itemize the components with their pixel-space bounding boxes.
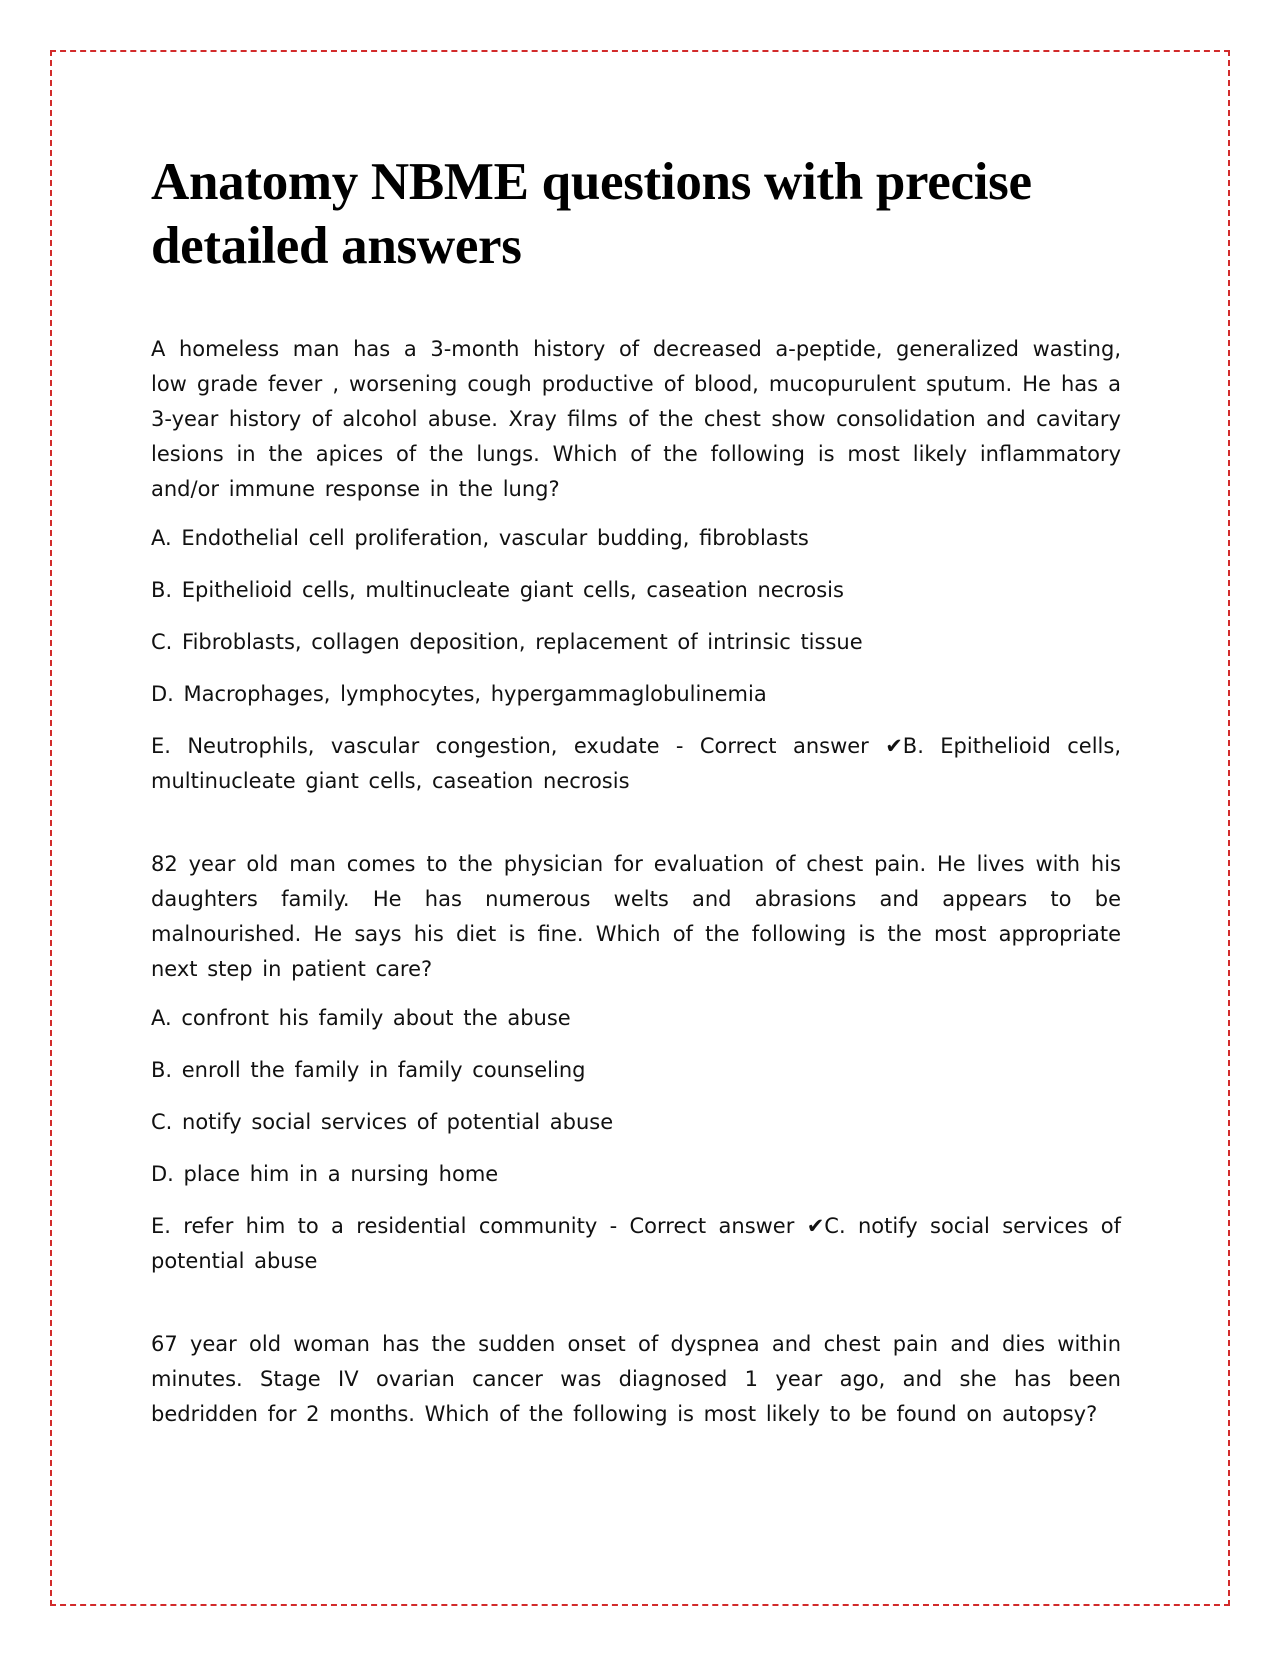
answer-option-a: A. confront his family about the abuse bbox=[151, 1006, 571, 1030]
document-content bbox=[151, 150, 1121, 1480]
question-stem: A homeless man has a 3-month history of decreased a-peptide, generalized wasting, low grade fever , worsening cough productive of blood, mucopurulent sputum. He has a 3-year history of alcohol abuse. Xray films of the chest show consolidation and cavitary lesions in the apices of the lungs. Which of the following is most likely inflammatory and/or immune response in the lung? bbox=[151, 337, 1121, 501]
answer-option-b: B. Epithelioid cells, multinucleate giant cells, caseation necrosis bbox=[151, 578, 844, 602]
question-stem: 82 year old man comes to the physician for evaluation of chest pain. He lives with his daughters family. He has numerous welts and abrasions and appears to be malnourished. He says his diet is fine. Which of the following is the most appropriate next step in patient care? bbox=[151, 852, 1121, 981]
question-stem: 67 year old woman has the sudden onset of dyspnea and chest pain and dies within minutes. Stage IV ovarian cancer was diagnosed 1 year ago, and she has been bedridden for 2 months. Which of the following is most likely to be found on autopsy? bbox=[151, 1332, 1121, 1426]
answer-option-d: D. Macrophages, lymphocytes, hypergammaglobulinemia bbox=[151, 682, 767, 706]
answer-option-d: D. place him in a nursing home bbox=[151, 1162, 499, 1186]
question-2 bbox=[151, 847, 1121, 1279]
question-1 bbox=[151, 332, 1121, 799]
question-3 bbox=[151, 1327, 1121, 1432]
answer-option-c: C. notify social services of potential abuse bbox=[151, 1110, 614, 1134]
answer-option-a: A. Endothelial cell proliferation, vascular budding, fibroblasts bbox=[151, 526, 809, 550]
answer-option-c: C. Fibroblasts, collagen deposition, replacement of intrinsic tissue bbox=[151, 630, 863, 654]
document-title: Anatomy NBME questions with precise detailed answers bbox=[151, 153, 1032, 275]
answer-option-e-with-correct-answer: E. Neutrophils, vascular congestion, exudate - Correct answer ✔B. Epithelioid cells, multinucleate giant cells, caseation necrosis bbox=[151, 734, 1121, 793]
answer-option-b: B. enroll the family in family counseling bbox=[151, 1058, 586, 1082]
answer-option-e-with-correct-answer: E. refer him to a residential community - Correct answer ✔C. notify social services of potential abuse bbox=[151, 1214, 1121, 1273]
